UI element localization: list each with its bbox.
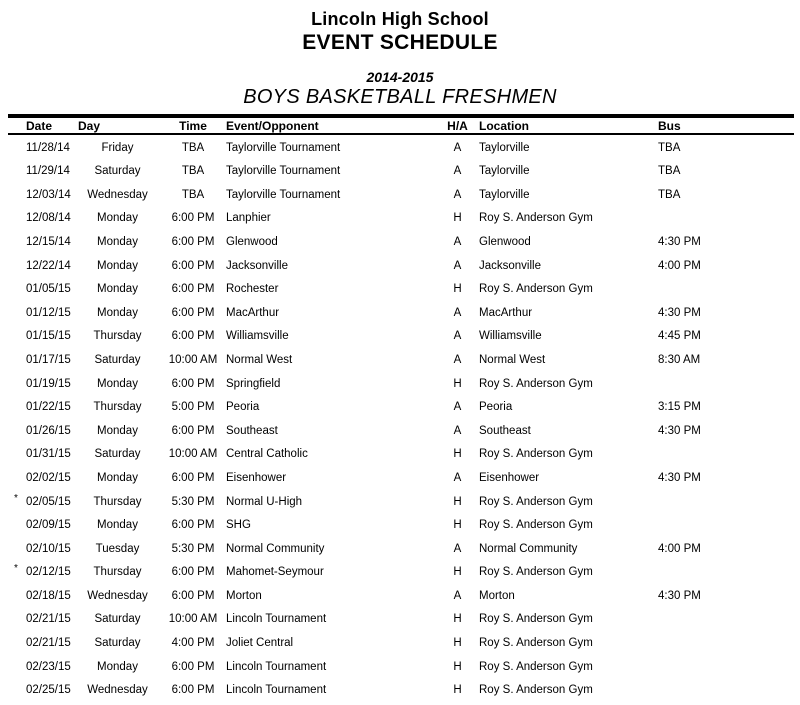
- row-flag: [8, 434, 24, 442]
- cell-event-opponent: SHG: [226, 519, 251, 532]
- cell-day: Wednesday: [87, 684, 148, 697]
- cell-bus: 4:30 PM: [658, 424, 701, 437]
- table-row: [8, 630, 794, 654]
- cell-home-away: A: [453, 424, 462, 437]
- cell-location: Glenwood: [479, 235, 531, 248]
- column-header-date: Date: [26, 118, 53, 133]
- cell-date: 01/12/15: [26, 306, 71, 319]
- cell-event-opponent: Lincoln Tournament: [226, 684, 327, 697]
- cell-bus: TBA: [658, 188, 681, 201]
- cell-day: Friday: [101, 141, 134, 154]
- cell-event-opponent: Lanphier: [226, 212, 271, 225]
- cell-time: TBA: [181, 165, 205, 178]
- cell-day: Monday: [97, 377, 138, 390]
- cell-location: Roy S. Anderson Gym: [479, 448, 593, 461]
- cell-day: Monday: [97, 424, 138, 437]
- cell-event-opponent: Glenwood: [226, 235, 278, 248]
- cell-date: 01/31/15: [26, 448, 71, 461]
- column-header-time: Time: [179, 118, 207, 133]
- row-flag: [8, 457, 24, 465]
- cell-location: Taylorville: [479, 188, 530, 201]
- cell-date: 02/02/15: [26, 471, 71, 484]
- cell-home-away: A: [453, 471, 462, 484]
- cell-location: Taylorville: [479, 165, 530, 178]
- table-row: [8, 135, 794, 159]
- cell-time: 10:00 AM: [168, 613, 218, 626]
- row-flag: [8, 174, 24, 182]
- cell-time: 6:00 PM: [171, 259, 215, 272]
- row-flag: [8, 481, 24, 489]
- cell-time: 6:00 PM: [171, 424, 215, 437]
- cell-location: Morton: [479, 589, 515, 602]
- cell-date: 01/05/15: [26, 283, 71, 296]
- cell-date: 12/03/14: [26, 188, 71, 201]
- row-flag: [8, 599, 24, 607]
- cell-day: Wednesday: [87, 589, 148, 602]
- row-flag: [8, 245, 24, 253]
- cell-date: 02/18/15: [26, 589, 71, 602]
- cell-day: Saturday: [94, 165, 141, 178]
- cell-date: 12/15/14: [26, 235, 71, 248]
- table-row: [8, 442, 794, 466]
- cell-home-away: H: [453, 637, 462, 650]
- cell-home-away: A: [453, 259, 462, 272]
- cell-home-away: H: [453, 684, 462, 697]
- cell-home-away: H: [453, 519, 462, 532]
- column-header-home-away: H/A: [447, 118, 468, 133]
- cell-day: Monday: [97, 306, 138, 319]
- cell-time: 6:00 PM: [171, 589, 215, 602]
- cell-location: Roy S. Anderson Gym: [479, 566, 593, 579]
- cell-home-away: A: [453, 306, 462, 319]
- table-row: [8, 253, 794, 277]
- cell-date: 02/21/15: [26, 613, 71, 626]
- table-row: [8, 654, 794, 678]
- cell-bus: TBA: [658, 141, 681, 154]
- cell-event-opponent: Peoria: [226, 401, 260, 414]
- cell-home-away: A: [453, 353, 462, 366]
- row-flag: [8, 387, 24, 395]
- cell-event-opponent: Central Catholic: [226, 448, 308, 461]
- cell-location: Roy S. Anderson Gym: [479, 212, 593, 225]
- table-row: [8, 465, 794, 489]
- cell-location: Peoria: [479, 401, 513, 414]
- cell-home-away: H: [453, 377, 462, 390]
- cell-location: Taylorville: [479, 141, 530, 154]
- table-header-row: [8, 118, 794, 135]
- cell-time: 6:00 PM: [171, 212, 215, 225]
- cell-date: 02/10/15: [26, 542, 71, 555]
- cell-time: 6:00 PM: [171, 471, 215, 484]
- cell-bus: 4:30 PM: [658, 471, 701, 484]
- cell-day: Monday: [97, 283, 138, 296]
- cell-location: Williamsville: [479, 330, 542, 343]
- cell-home-away: H: [453, 212, 462, 225]
- table-row: [8, 229, 794, 253]
- cell-event-opponent: Mahomet-Seymour: [226, 566, 324, 579]
- cell-day: Wednesday: [87, 188, 148, 201]
- cell-day: Thursday: [93, 566, 142, 579]
- cell-day: Monday: [97, 471, 138, 484]
- row-flag: [8, 670, 24, 678]
- cell-time: 6:00 PM: [171, 684, 215, 697]
- row-flag: [8, 622, 24, 630]
- column-header-event: Event/Opponent: [226, 118, 319, 133]
- cell-bus: [650, 579, 794, 583]
- cell-time: 6:00 PM: [171, 235, 215, 248]
- cell-day: Monday: [97, 519, 138, 532]
- cell-bus: [650, 391, 794, 395]
- cell-home-away: A: [453, 141, 462, 154]
- row-flag: [8, 410, 24, 418]
- cell-event-opponent: Normal U-High: [226, 495, 303, 508]
- cell-bus: 4:30 PM: [658, 306, 701, 319]
- cell-home-away: A: [453, 165, 462, 178]
- school-name: Lincoln High School: [311, 9, 489, 29]
- cell-event-opponent: Joliet Central: [226, 637, 294, 650]
- document-title: EVENT SCHEDULE: [302, 31, 498, 54]
- table-row: [8, 182, 794, 206]
- row-flag: [8, 363, 24, 371]
- cell-bus: [650, 509, 794, 513]
- cell-day: Monday: [97, 259, 138, 272]
- column-header-day: Day: [78, 118, 101, 133]
- cell-event-opponent: Lincoln Tournament: [226, 613, 327, 626]
- table-row: [8, 607, 794, 631]
- row-flag: [8, 269, 24, 277]
- cell-location: Jacksonville: [479, 259, 541, 272]
- cell-time: 5:30 PM: [171, 542, 215, 555]
- cell-time: 6:00 PM: [171, 283, 215, 296]
- table-row: [8, 513, 794, 537]
- row-flag: [8, 198, 24, 206]
- column-header-location: Location: [479, 118, 529, 133]
- row-flag: [8, 292, 24, 300]
- row-flag: [8, 528, 24, 536]
- cell-location: Normal West: [479, 353, 546, 366]
- cell-day: Monday: [97, 212, 138, 225]
- table-row: [8, 206, 794, 230]
- cell-date: 02/23/15: [26, 660, 71, 673]
- cell-day: Saturday: [94, 448, 141, 461]
- table-row: [8, 371, 794, 395]
- cell-home-away: H: [453, 448, 462, 461]
- cell-bus: [650, 697, 794, 701]
- cell-bus: 4:30 PM: [658, 235, 701, 248]
- cell-time: 5:30 PM: [171, 495, 215, 508]
- row-flag: [8, 552, 24, 560]
- cell-time: 6:00 PM: [171, 660, 215, 673]
- cell-event-opponent: Taylorville Tournament: [226, 141, 341, 154]
- cell-location: Southeast: [479, 424, 531, 437]
- cell-location: Roy S. Anderson Gym: [479, 283, 593, 296]
- cell-bus: 4:00 PM: [658, 542, 701, 555]
- team-subtitle: BOYS BASKETBALL FRESHMEN: [243, 86, 557, 108]
- cell-date: 02/21/15: [26, 637, 71, 650]
- cell-date: 01/15/15: [26, 330, 71, 343]
- table-row: [8, 560, 794, 584]
- cell-event-opponent: Taylorville Tournament: [226, 165, 341, 178]
- cell-day: Saturday: [94, 637, 141, 650]
- cell-bus: TBA: [658, 165, 681, 178]
- table-row: [8, 324, 794, 348]
- cell-home-away: A: [453, 330, 462, 343]
- cell-date: 11/28/14: [26, 141, 70, 154]
- cell-bus: [650, 532, 794, 536]
- cell-date: 12/08/14: [26, 212, 71, 225]
- cell-event-opponent: Eisenhower: [226, 471, 287, 484]
- cell-time: TBA: [181, 141, 205, 154]
- cell-event-opponent: Normal Community: [226, 542, 325, 555]
- cell-time: 5:00 PM: [171, 401, 215, 414]
- season-label: 2014-2015: [366, 69, 434, 85]
- cell-home-away: A: [453, 401, 462, 414]
- document-header: [0, 0, 800, 109]
- cell-day: Monday: [97, 235, 138, 248]
- cell-event-opponent: Jacksonville: [226, 259, 288, 272]
- cell-event-opponent: Williamsville: [226, 330, 289, 343]
- table-row: [8, 300, 794, 324]
- cell-event-opponent: Rochester: [226, 283, 279, 296]
- cell-home-away: A: [453, 235, 462, 248]
- cell-home-away: H: [453, 495, 462, 508]
- cell-day: Saturday: [94, 613, 141, 626]
- cell-date: 01/19/15: [26, 377, 71, 390]
- table-row: [8, 159, 794, 183]
- row-flag: *: [14, 492, 18, 504]
- table-row: [8, 395, 794, 419]
- row-flag: [8, 151, 24, 159]
- cell-time: 6:00 PM: [171, 519, 215, 532]
- cell-bus: [650, 650, 794, 654]
- cell-bus: [650, 626, 794, 630]
- row-flag: *: [14, 563, 18, 575]
- cell-location: Roy S. Anderson Gym: [479, 377, 593, 390]
- column-header-bus: Bus: [658, 118, 681, 133]
- cell-bus: [650, 225, 794, 229]
- cell-day: Saturday: [94, 353, 141, 366]
- cell-bus: [650, 296, 794, 300]
- cell-event-opponent: Southeast: [226, 424, 278, 437]
- cell-time: 10:00 AM: [168, 353, 218, 366]
- table-row: [8, 489, 794, 513]
- cell-date: 02/25/15: [26, 684, 71, 697]
- cell-location: Eisenhower: [479, 471, 540, 484]
- row-flag: [8, 339, 24, 347]
- cell-event-opponent: MacArthur: [226, 306, 280, 319]
- cell-date: 02/12/15: [26, 566, 71, 579]
- cell-bus: 3:15 PM: [658, 401, 701, 414]
- cell-event-opponent: Springfield: [226, 377, 281, 390]
- cell-event-opponent: Morton: [226, 589, 262, 602]
- cell-date: 01/26/15: [26, 424, 71, 437]
- cell-home-away: A: [453, 589, 462, 602]
- cell-time: 6:00 PM: [171, 330, 215, 343]
- cell-date: 02/05/15: [26, 495, 71, 508]
- cell-day: Thursday: [93, 330, 142, 343]
- cell-bus: [650, 674, 794, 678]
- cell-location: Roy S. Anderson Gym: [479, 637, 593, 650]
- cell-date: 01/17/15: [26, 353, 71, 366]
- cell-bus: 4:30 PM: [658, 589, 701, 602]
- cell-day: Tuesday: [95, 542, 140, 555]
- cell-location: Normal Community: [479, 542, 578, 555]
- cell-home-away: H: [453, 566, 462, 579]
- table-row: [8, 583, 794, 607]
- cell-time: 6:00 PM: [171, 377, 215, 390]
- cell-location: MacArthur: [479, 306, 533, 319]
- table-row: [8, 418, 794, 442]
- cell-home-away: A: [453, 542, 462, 555]
- cell-time: 10:00 AM: [168, 448, 218, 461]
- cell-event-opponent: Normal West: [226, 353, 293, 366]
- cell-time: 4:00 PM: [171, 637, 215, 650]
- cell-bus: 8:30 AM: [658, 353, 701, 366]
- row-flag: [8, 693, 24, 701]
- table-row: [8, 536, 794, 560]
- table-row: [8, 277, 794, 301]
- row-flag: [8, 316, 24, 324]
- cell-bus: 4:00 PM: [658, 259, 701, 272]
- cell-date: 01/22/15: [26, 401, 71, 414]
- cell-home-away: H: [453, 660, 462, 673]
- cell-event-opponent: Lincoln Tournament: [226, 660, 327, 673]
- cell-day: Thursday: [93, 401, 142, 414]
- cell-location: Roy S. Anderson Gym: [479, 495, 593, 508]
- cell-location: Roy S. Anderson Gym: [479, 613, 593, 626]
- cell-home-away: H: [453, 613, 462, 626]
- cell-time: TBA: [181, 188, 205, 201]
- cell-date: 11/29/14: [26, 165, 70, 178]
- table-row: [8, 347, 794, 371]
- cell-location: Roy S. Anderson Gym: [479, 660, 593, 673]
- cell-home-away: H: [453, 283, 462, 296]
- cell-time: 6:00 PM: [171, 566, 215, 579]
- cell-location: Roy S. Anderson Gym: [479, 519, 593, 532]
- table-body: [8, 135, 794, 701]
- cell-date: 12/22/14: [26, 259, 71, 272]
- schedule-table: [8, 114, 794, 701]
- row-flag: [8, 646, 24, 654]
- row-flag: [8, 221, 24, 229]
- table-row: [8, 678, 794, 702]
- cell-bus: [650, 461, 794, 465]
- cell-date: 02/09/15: [26, 519, 71, 532]
- cell-bus: 4:45 PM: [658, 330, 701, 343]
- cell-location: Roy S. Anderson Gym: [479, 684, 593, 697]
- cell-home-away: A: [453, 188, 462, 201]
- cell-time: 6:00 PM: [171, 306, 215, 319]
- cell-day: Thursday: [93, 495, 142, 508]
- cell-day: Monday: [97, 660, 138, 673]
- cell-event-opponent: Taylorville Tournament: [226, 188, 341, 201]
